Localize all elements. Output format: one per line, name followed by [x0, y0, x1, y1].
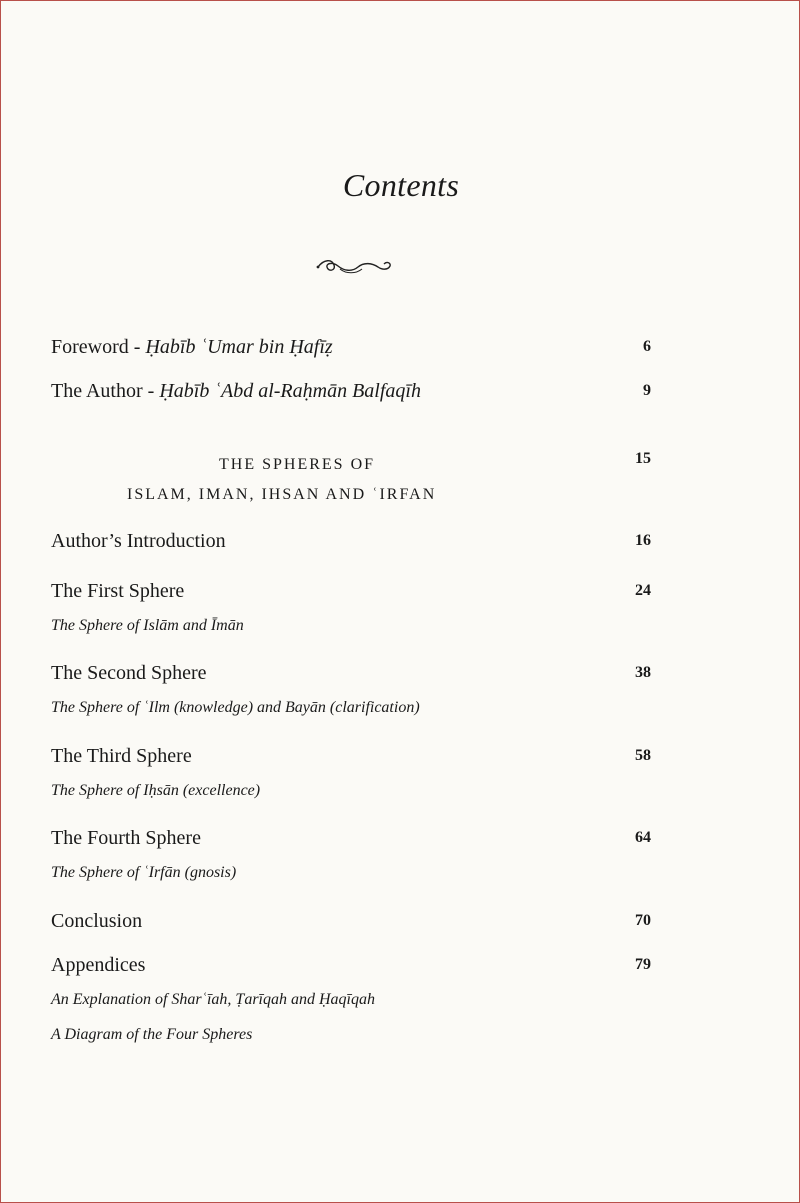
section-title-line2: ISLAM, IMAN, IHSAN AND ʿIRFAN [127, 486, 437, 503]
page-number: 24 [635, 582, 651, 599]
entry-author: Ḥabīb ʿAbd al-Raḥmān Balfaqīh [159, 380, 421, 402]
entry-author: Ḥabīb ʿUmar bin Ḥafīẓ [145, 336, 333, 358]
entry-label: The Author - [51, 380, 160, 402]
toc-entry-fourth-sphere[interactable] [51, 826, 651, 885]
page-number: 9 [643, 382, 651, 399]
page-number: 79 [635, 956, 651, 973]
entry-title: The Fourth Sphere [51, 827, 201, 849]
section-title-line1: THE SPHERES OF [219, 456, 376, 473]
page-number: 64 [635, 829, 651, 846]
entry-label: Foreword - [51, 336, 146, 358]
toc-entry-third-sphere[interactable] [51, 744, 651, 803]
entry-subtitle: The Sphere of ʿIlm (knowledge) and Bayān (clarification) [51, 699, 420, 716]
page-number: 58 [635, 747, 651, 764]
entry-title: The First Sphere [51, 580, 185, 602]
appendix-item-diagram[interactable]: A Diagram of the Four Spheres [51, 1026, 253, 1043]
page-number: 38 [635, 664, 651, 681]
page-title: Contents [342, 167, 460, 203]
toc-entry-appendices[interactable] [51, 953, 651, 1012]
toc-entry-conclusion[interactable] [51, 909, 651, 933]
entry-subtitle: The Sphere of Iḥsān (excellence) [51, 782, 261, 799]
entry-subtitle: An Explanation of Sharʿīah, Ṭarīqah and Ḥaqīqah [51, 991, 375, 1008]
entry-subtitle: The Sphere of ʿIrfān (gnosis) [51, 864, 237, 881]
entry-title: Author’s Introduction [51, 530, 226, 552]
page-number: 6 [643, 338, 651, 355]
flourish-ornament-icon [314, 255, 394, 279]
entry-title: Conclusion [51, 910, 143, 932]
entry-title: The Second Sphere [51, 662, 207, 684]
toc-entry-first-sphere[interactable] [51, 579, 651, 638]
toc-entry-foreword[interactable] [51, 335, 651, 359]
toc-entry-second-sphere[interactable] [51, 661, 651, 720]
entry-subtitle: The Sphere of Islām and Īmān [51, 617, 244, 634]
entry-title: The Third Sphere [51, 745, 192, 767]
entry-title: Appendices [51, 954, 146, 976]
toc-entry-introduction[interactable] [51, 529, 651, 553]
toc-entry-author[interactable] [51, 379, 651, 403]
page-number: 70 [635, 912, 651, 929]
page-number: 15 [635, 450, 651, 467]
page-number: 16 [635, 532, 651, 549]
